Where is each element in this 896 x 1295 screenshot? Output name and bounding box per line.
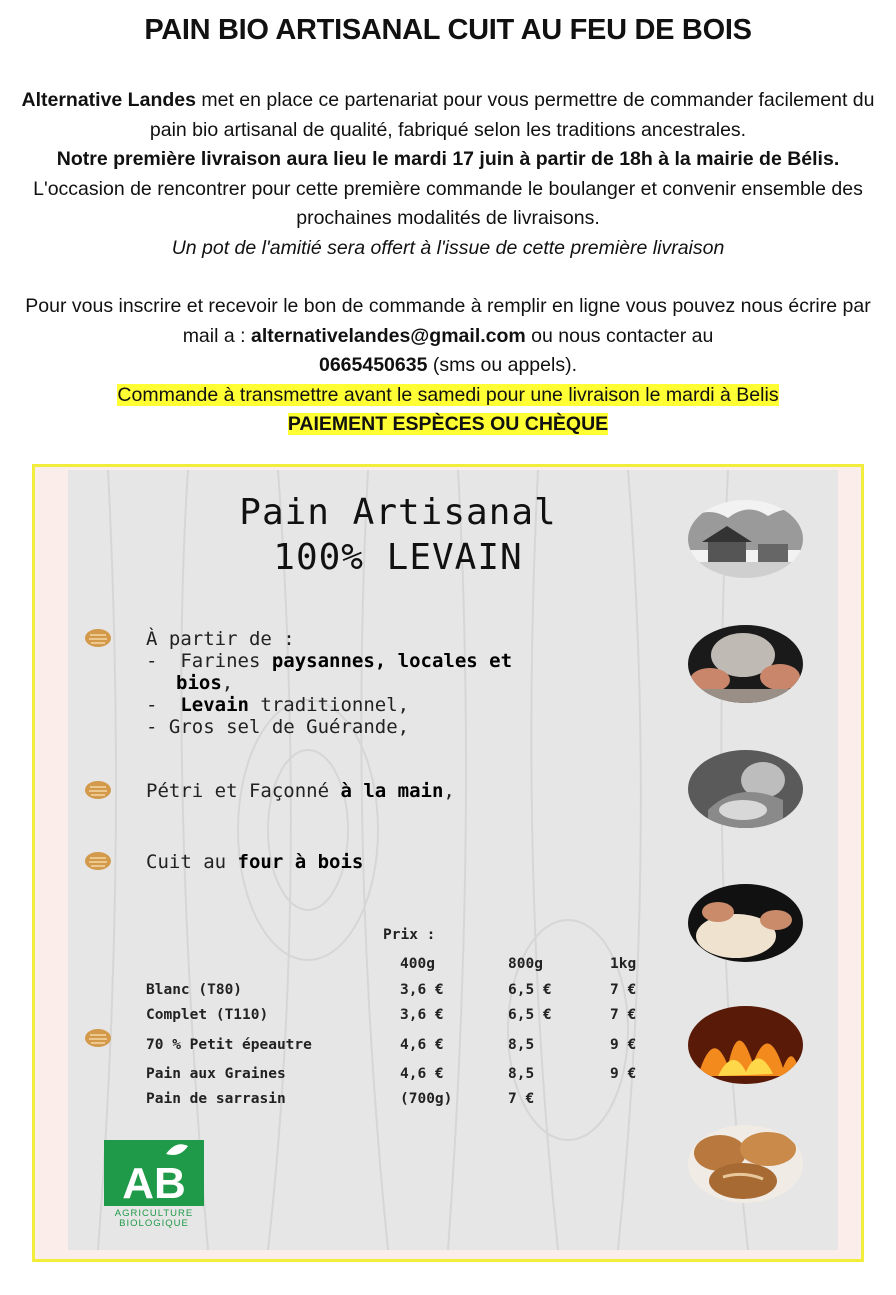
forest-house-photo [688, 500, 803, 578]
email-link[interactable]: alternativelandes@gmail.com [250, 324, 526, 347]
column-header: 800g [508, 956, 543, 972]
ingredients-intro: À partir de : [146, 628, 295, 650]
column-header: 400g [400, 956, 435, 972]
bread-bullet-icon [84, 851, 112, 871]
bread-bullet-icon [84, 1028, 112, 1048]
phone-number: 0665450635 [318, 354, 428, 376]
kneaded-by-hand: Pétri et Façonné à la main, [146, 780, 455, 802]
intro-paragraph: Alternative Landes met en place ce partenariat pour vous permettre de commander facilement du pain bio artisanal de qualité, fabriqué selon les traditions ancestrales. Notre première livraison aura lieu le mardi 17 juin à partir de 18h à la mairie de Bélis. L'occasion de rencontrer pour cette première commande le boulanger et convenir ensemble des prochaines modalités de livraisons. Un pot de l'amitié sera offert à l'issue de cette première livraison [21, 89, 875, 259]
wood-oven: Cuit au four à bois [146, 851, 364, 873]
bread-bullet-icon [84, 780, 112, 800]
bread-bullet-icon [84, 628, 112, 648]
ab-line1: AGRICULTURE [114, 1208, 194, 1219]
flour-photo [688, 625, 803, 703]
contact-paragraph: Pour vous inscrire et recevoir le bon de commande à remplir en ligne vous pouvez nous écrire par mail a : alternativelandes@gmail.com ou nous contacter au 0665450635 (sms ou appels). Commande à transmettre avant le samedi pour une livraison le mardi à Belis PAIEMENT ESPÈCES OU CHÈQUE [25, 295, 871, 435]
ingredient-flour: - Farines paysannes, locales et [146, 650, 513, 672]
deadline-note: Commande à transmettre avant le samedi pour une livraison le mardi à Belis [117, 383, 779, 406]
ab-bio-logo [104, 1140, 204, 1228]
org-name: Alternative Landes [21, 89, 196, 111]
ingredient-salt: - Gros sel de Guérande, [146, 716, 410, 738]
page-title: PAIN BIO ARTISANAL CUIT AU FEU DE BOIS [144, 14, 752, 46]
column-header: 1kg [610, 956, 637, 972]
delivery-info: Notre première livraison aura lieu le mardi 17 juin à partir de 18h à la mairie de Bélis. [56, 148, 840, 170]
ab-letters: AB [122, 1159, 186, 1208]
price-label: Prix : [383, 927, 436, 943]
ingredient-levain: - Levain traditionnel, [146, 694, 410, 716]
flyer: Pain Artisanal 100% LEVAIN À partir de : - Farines paysannes, locales et bios, - Levain traditionnel, - Gros sel de Guérande, Pétri et Façonné à la main, Cuit au four à bois Prix : 400g 800g 1kg Blanc (T80) 3,6 € 6,5 € 7 € Complet (T110) 3,6 € 6,5 € 7 € 70 % Petit épeautre 4,6 € 8,5 9 € Pain aux Graines 4,6 € 8,5 9 € Pain de sarrasin (700g) 7 € AB AGRICULTURE BIOLOGIQUE [68, 470, 838, 1250]
baker-kneading-photo [688, 750, 803, 828]
flyer-title: Pain Artisanal 100% LEVAIN [239, 492, 557, 578]
intro-text [20, 86, 876, 440]
pot-note: Un pot de l'amitié sera offert à l'issue de cette première livraison [171, 236, 725, 259]
ab-line2: BIOLOGIQUE [119, 1218, 189, 1228]
dough-hands-photo [688, 884, 803, 962]
wood-fire-photo [688, 1006, 803, 1084]
payment-note: PAIEMENT ESPÈCES OU CHÈQUE [287, 413, 609, 435]
bread-loaves-photo [688, 1125, 803, 1203]
ingredient-flour-cont: bios, [176, 672, 234, 694]
